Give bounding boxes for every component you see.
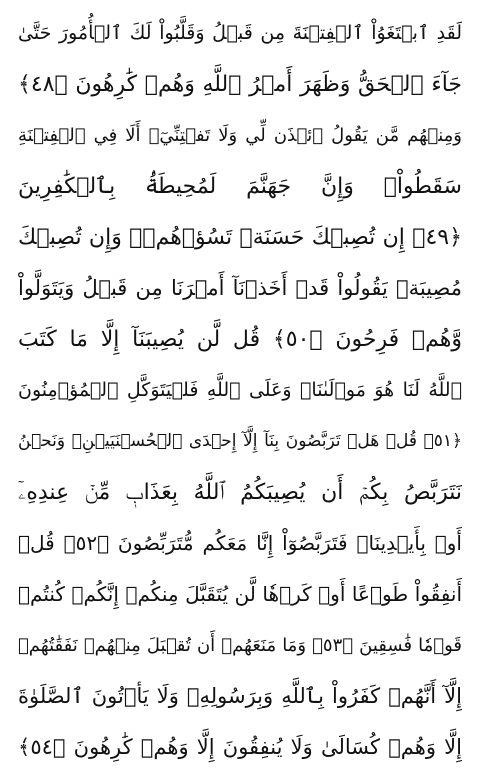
verse-line-10: نَتَرَبَّصُ بِكُمۡ أَن يُصِيبَكُمُ ٱللَّهُ بِعَذَابٖ مِّنۡ عِندِهِۦٓ	[18, 480, 462, 505]
verse-line-5: ﴿٤٩﴾ إِن تُصِبۡكَ حَسَنَةٞ تَسُؤۡهُمۡۖ وَإِن تُصِبۡكَ	[18, 225, 462, 250]
verse-line-15: إِلَّا وَهُمۡ كُسَالَىٰ وَلَا يُنفِقُونَ إِلَّا وَهُمۡ كَٰرِهُونَ ﴿٥٤﴾	[18, 735, 462, 759]
verse-line-4: سَقَطُواْۗ وَإِنَّ جَهَنَّمَ لَمُحِيطَةُۢ بِٱلۡكَٰفِرِينَ	[18, 174, 462, 199]
verse-line-2: جَآءَ ٱلۡحَقُّ وَظَهَرَ أَمۡرُ ٱللَّهِ وَهُمۡ كَٰرِهُونَ ﴿٤٨﴾	[18, 72, 462, 97]
verse-line-3: وَمِنۡهُم مَّن يَقُولُ ٱئۡذَن لِّي وَلَا تَفۡتِنِّيٓۚ أَلَا فِي ٱلۡفِتۡنَةِ	[18, 125, 462, 146]
verse-line-7: وَّهُمۡ فَرِحُونَ ﴿٥٠﴾ قُل لَّن يُصِيبَنَآ إِلَّا مَا كَتَبَ	[18, 327, 462, 352]
verse-line-12: أَنفِقُواْ طَوۡعًا أَوۡ كَرۡهٗا لَّن يُتَقَبَّلَ مِنكُمۡ إِنَّكُمۡ كُنتُمۡ	[18, 582, 462, 606]
verse-line-9: ﴿٥١﴾ قُلۡ هَلۡ تَرَبَّصُونَ بِنَآ إِلَّآ إِحۡدَى ٱلۡحُسۡنَيَيۡنِۖ وَنَحۡنُ	[18, 431, 462, 451]
verse-line-6: مُصِيبَةٞ يَقُولُواْ قَدۡ أَخَذۡنَآ أَمۡرَنَا مِن قَبۡلُ وَيَتَوَلَّواْ	[18, 276, 462, 300]
verse-line-11: أَوۡ بِأَيۡدِينَاۖ فَتَرَبَّصُوٓاْ إِنَّا مَعَكُم مُّتَرَبِّصُونَ ﴿٥٢﴾ قُلۡ	[18, 531, 462, 555]
verse-line-1: لَقَدِ ٱبۡتَغَوُاْ ٱلۡفِتۡنَةَ مِن قَبۡلُ وَقَلَّبُواْ لَكَ ٱلۡأُمُورَ حَتَّىٰ	[18, 22, 462, 44]
verse-line-14: إِلَّآ أَنَّهُمۡ كَفَرُواْ بِٱللَّهِ وَبِرَسُولِهِۦ وَلَا يَأۡتُونَ ٱلصَّلَوٰةَ	[18, 684, 462, 708]
verse-line-8: ٱللَّهُ لَنَا هُوَ مَوۡلَىٰنَاۚ وَعَلَى ٱللَّهِ فَلۡيَتَوَكَّلِ ٱلۡمُؤۡمِنُونَ	[18, 379, 462, 401]
verse-line-13: قَوۡمٗا فَٰسِقِينَ ﴿٥٣﴾ وَمَا مَنَعَهُمۡ أَن تُقۡبَلَ مِنۡهُمۡ نَفَقَٰتُهُمۡ	[18, 635, 462, 656]
